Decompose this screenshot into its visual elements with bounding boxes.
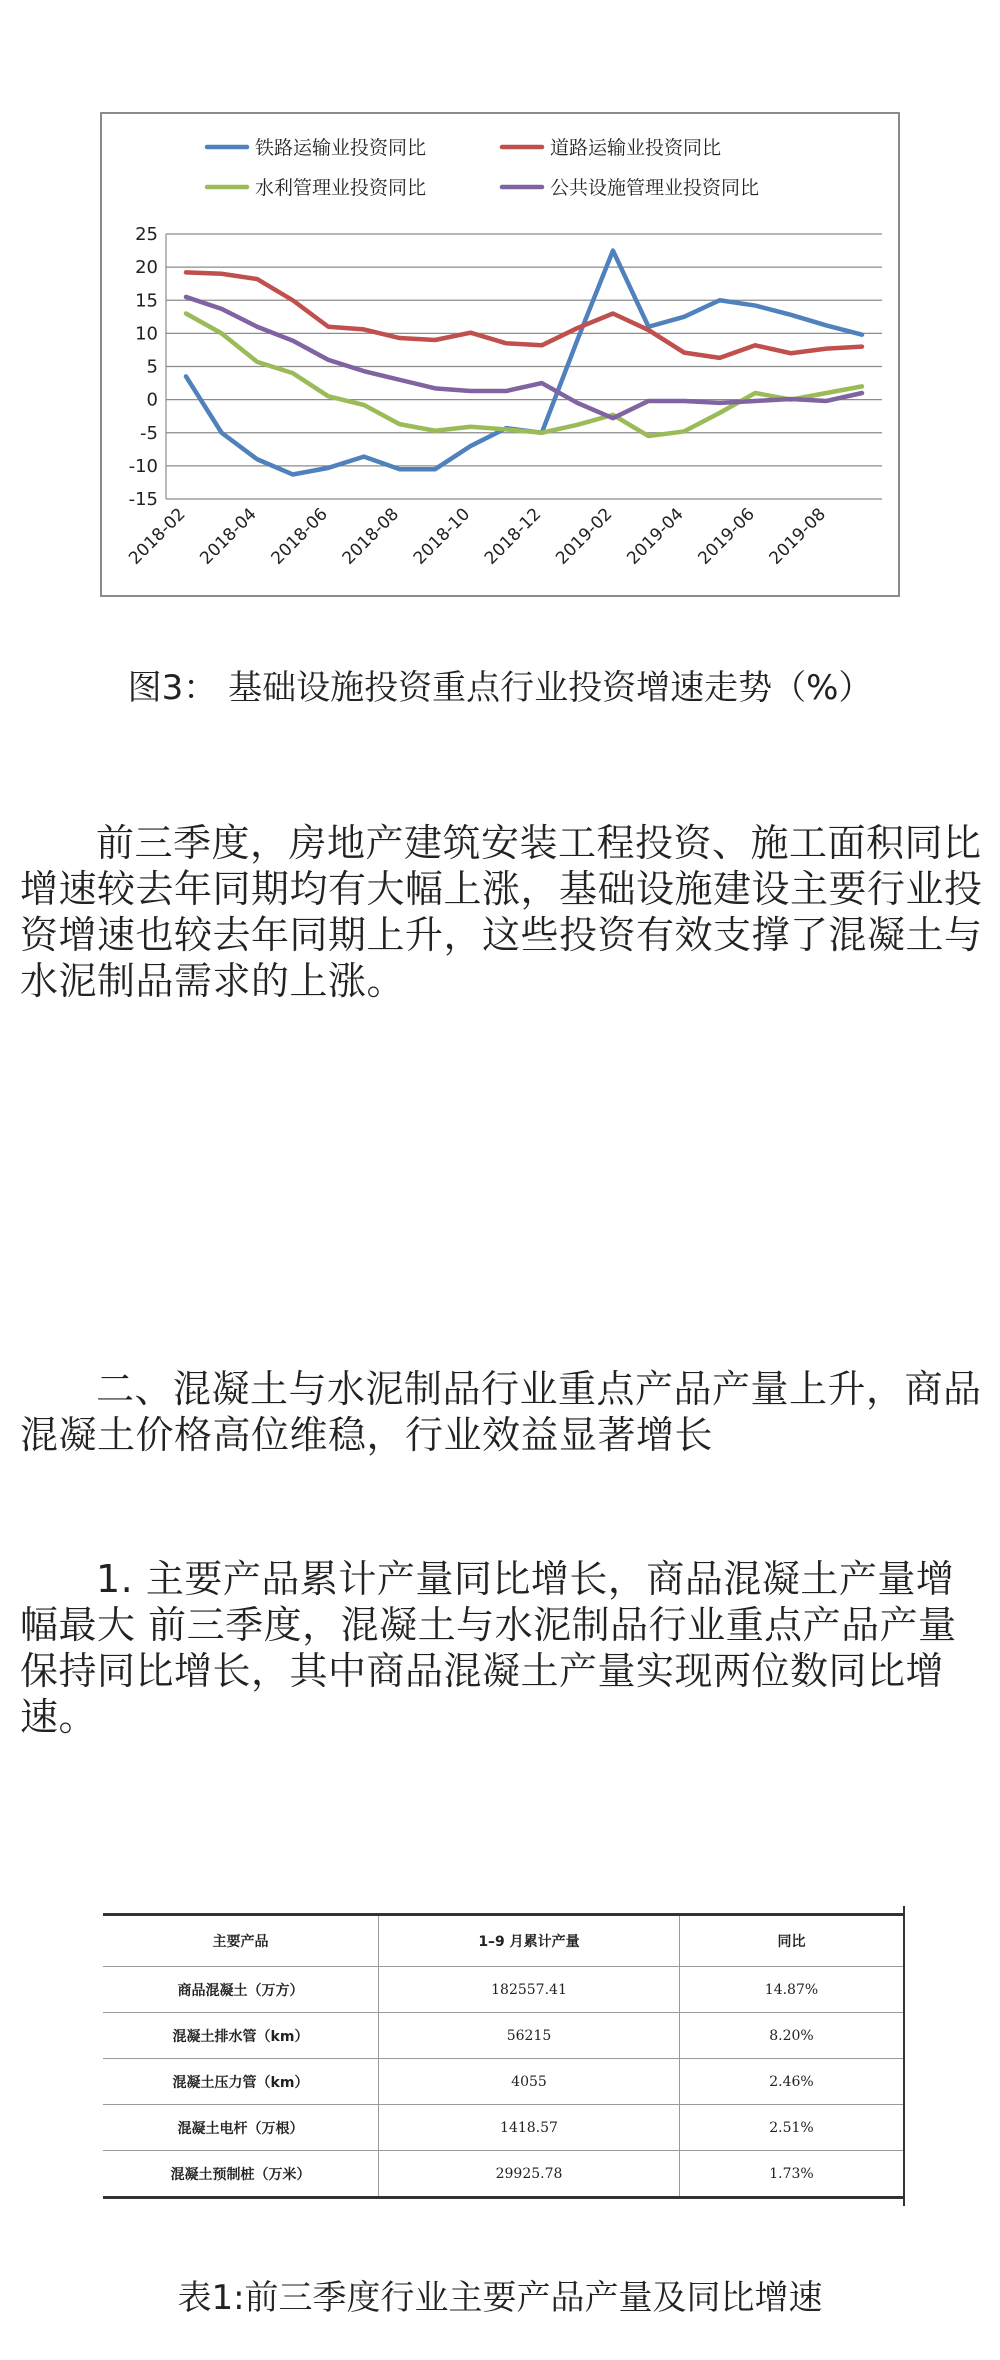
- table-caption: 表1:前三季度行业主要产品产量及同比增速: [177, 2278, 823, 2318]
- row-product: 混凝土压力管（km）: [103, 2059, 379, 2105]
- product-table: [103, 1913, 903, 2199]
- legend-label: 水利管理业投资同比: [255, 177, 427, 199]
- y-tick-label: 10: [135, 323, 158, 345]
- table-row: [103, 2013, 903, 2059]
- series-line: [186, 272, 862, 357]
- row-yoy: 2.51%: [680, 2105, 904, 2151]
- row-yoy: 8.20%: [680, 2013, 904, 2059]
- table-row: [103, 1967, 903, 2013]
- row-output: 56215: [379, 2013, 680, 2059]
- x-tick-label: 2018-08: [338, 504, 404, 569]
- row-yoy: 14.87%: [680, 1967, 904, 2013]
- header-product: 主要产品: [103, 1915, 379, 1967]
- row-product: 混凝土预制桩（万米）: [103, 2151, 379, 2198]
- row-product: 混凝土电杆（万根）: [103, 2105, 379, 2151]
- header-yoy: 同比: [680, 1915, 904, 1967]
- y-tick-label: -5: [140, 422, 158, 444]
- header-output: 1–9 月累计产量: [379, 1915, 680, 1967]
- legend-label: 道路运输业投资同比: [550, 137, 722, 159]
- product-table-wrap: [103, 1913, 903, 2203]
- figure-caption: 图3： 基础设施投资重点行业投资增速走势（%）: [127, 668, 873, 708]
- table-row: [103, 2059, 903, 2105]
- paragraph-output: 1. 主要产品累计产量同比增长，商品混凝土产量增幅最大 前三季度，混凝土与水泥制品行业重点产品产量保持同比增长，其中商品混凝土产量实现两位数同比增速。: [20, 1557, 957, 1739]
- row-output: 182557.41: [379, 1967, 680, 2013]
- legend-label: 铁路运输业投资同比: [255, 137, 427, 159]
- y-tick-label: -10: [128, 455, 158, 477]
- x-tick-label: 2019-02: [552, 504, 617, 569]
- x-tick-label: 2018-10: [409, 504, 475, 569]
- x-tick-label: 2019-06: [694, 504, 759, 569]
- chart-canvas: [102, 114, 902, 599]
- y-tick-label: 5: [146, 356, 158, 378]
- y-tick-label: 20: [135, 257, 158, 279]
- section-heading: 二、混凝土与水泥制品行业重点产品产量上升，商品混凝土价格高位维稳，行业效益显著增长: [20, 1367, 982, 1457]
- row-output: 29925.78: [379, 2151, 680, 2198]
- table-row: [103, 2151, 903, 2198]
- x-tick-label: 2019-04: [623, 504, 688, 569]
- x-tick-label: 2018-04: [196, 504, 261, 569]
- x-tick-label: 2019-08: [765, 504, 830, 569]
- paragraph-demand: 前三季度，房地产建筑安装工程投资、施工面积同比增速较去年同期均有大幅上涨，基础设施建设主要行业投资增速也较去年同期上升，这些投资有效支撑了混凝土与水泥制品需求的上涨。: [20, 821, 983, 1003]
- x-tick-label: 2018-06: [267, 504, 332, 569]
- line-chart: [100, 112, 900, 597]
- row-yoy: 2.46%: [680, 2059, 904, 2105]
- table-row: [103, 2105, 903, 2151]
- table-right-rule: [903, 1906, 905, 2206]
- y-tick-label: 15: [135, 290, 158, 312]
- series-line: [186, 314, 862, 437]
- y-tick-label: 0: [146, 389, 158, 411]
- series-line: [186, 251, 862, 475]
- legend-label: 公共设施管理业投资同比: [550, 177, 760, 199]
- table-header-row: [103, 1915, 903, 1967]
- row-product: 商品混凝土（万方）: [103, 1967, 379, 2013]
- y-tick-label: 25: [135, 224, 158, 245]
- row-product: 混凝土排水管（km）: [103, 2013, 379, 2059]
- y-tick-label: -15: [128, 489, 158, 510]
- row-output: 4055: [379, 2059, 680, 2105]
- x-tick-label: 2018-02: [125, 504, 190, 569]
- row-output: 1418.57: [379, 2105, 680, 2151]
- x-tick-label: 2018-12: [480, 504, 546, 569]
- row-yoy: 1.73%: [680, 2151, 904, 2198]
